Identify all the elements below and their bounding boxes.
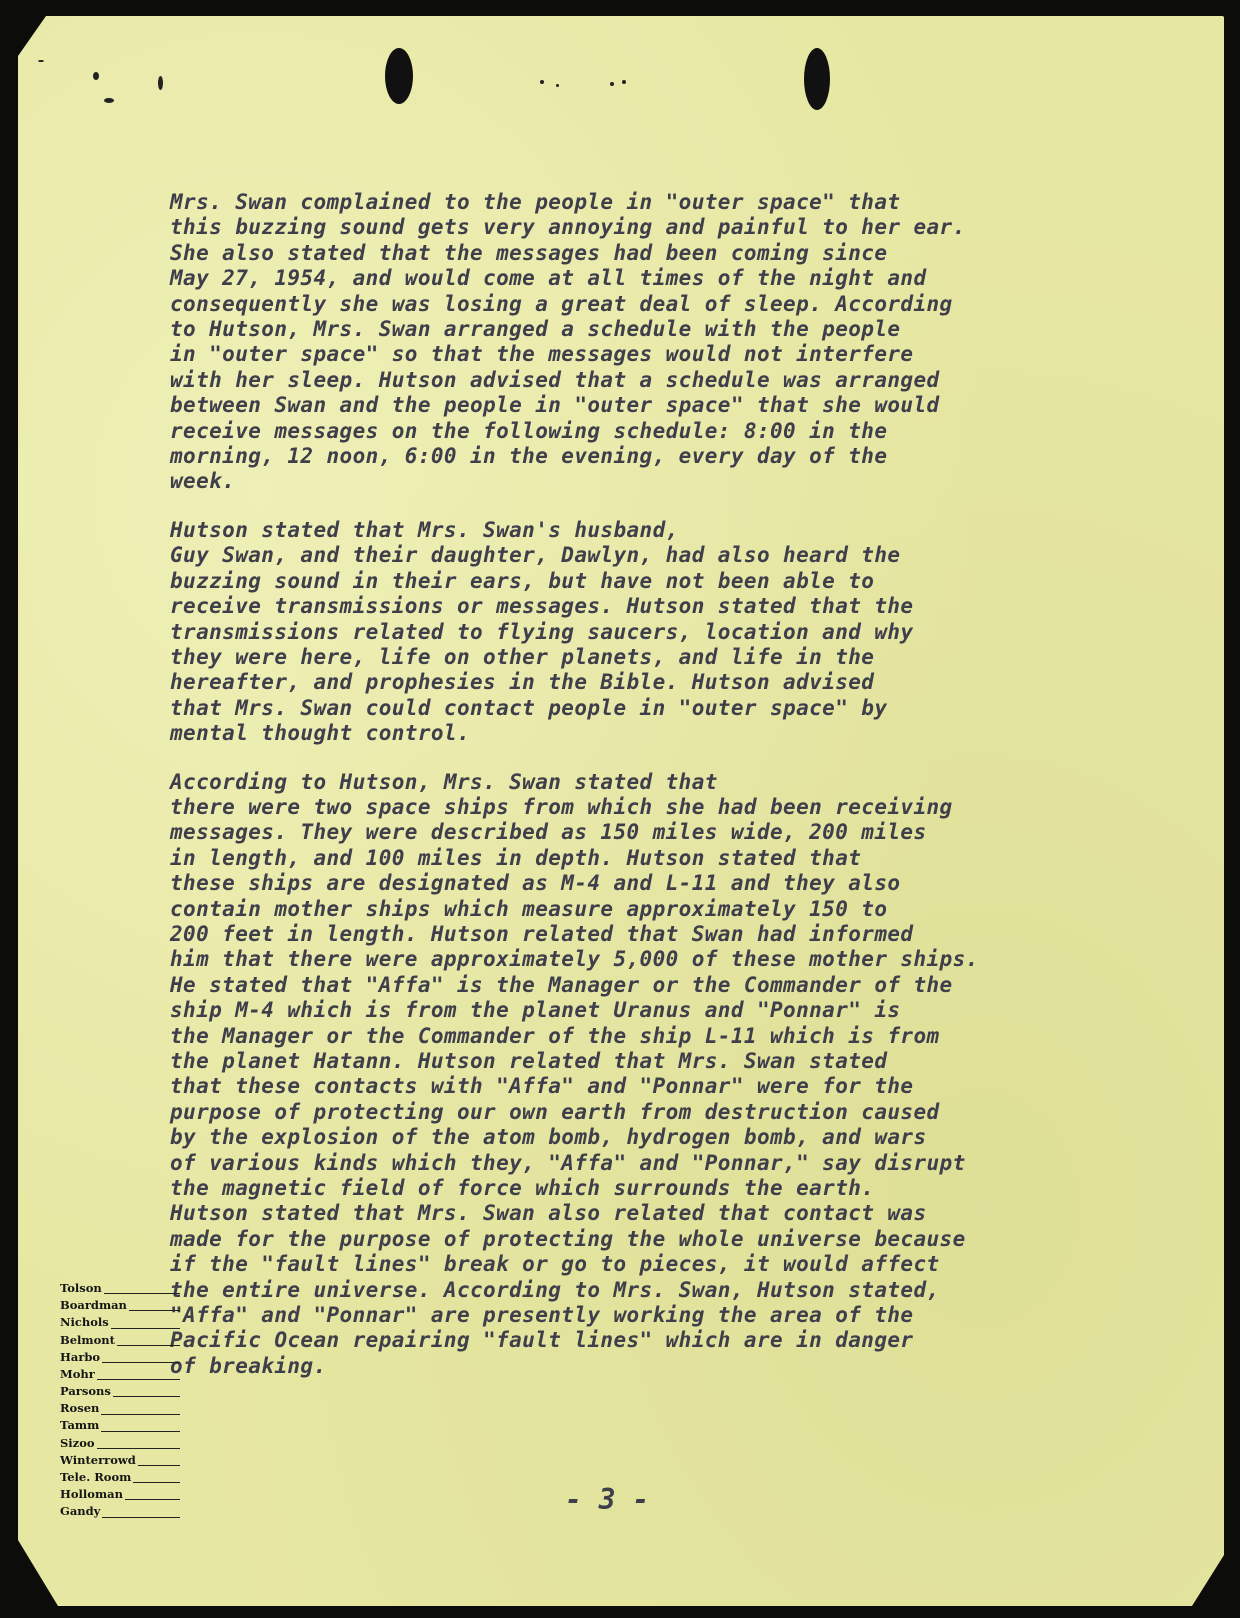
routing-name: Mohr — [60, 1366, 95, 1381]
torn-corner-bottom-right — [1192, 1555, 1224, 1606]
routing-blank-line — [97, 1379, 180, 1380]
routing-row — [60, 1297, 180, 1314]
speck — [38, 60, 44, 62]
routing-row — [60, 1435, 180, 1452]
speck — [622, 80, 626, 84]
routing-row — [60, 1332, 180, 1349]
routing-blank-line — [117, 1345, 180, 1346]
routing-blank-line — [133, 1482, 180, 1483]
routing-blank-line — [125, 1499, 180, 1500]
speck — [158, 76, 163, 90]
speck — [104, 98, 114, 103]
routing-name: Winterrowd — [60, 1452, 136, 1467]
routing-row — [60, 1280, 180, 1297]
routing-blank-line — [102, 1517, 180, 1518]
page-number: - 3 - — [565, 1483, 650, 1516]
paragraph-swan-complaint: Mrs. Swan complained to the people in "outer space" that this buzzing sound gets very annoying and painful to her ear. She also stated that the messages had been coming since May 27, 1954, and would come at all times of the night and consequently she was losing a great deal of sleep. According to Hutson, Mrs. Swan arranged a schedule with the people in "outer space" so that the messages would not interfere with her sleep. Hutson advised that a schedule was arranged between Swan and the people in "outer space" that she would receive messages on the following schedule: 8:00 in the morning, 12 noon, 6:00 in the evening, every day of the week. — [170, 190, 966, 494]
routing-blank-line — [111, 1328, 180, 1329]
routing-name: Tolson — [60, 1280, 102, 1295]
routing-name: Holloman — [60, 1487, 123, 1502]
paragraph-husband-daughter: Hutson stated that Mrs. Swan's husband, Guy Swan, and their daughter, Dawlyn, had also heard the buzzing sound in their ears, but have not been able to receive transmissions or messages. Hutson stated that the transmissions related to flying saucers, location and why they were here, life on other planets, and life in the hereafter, and prophesies in the Bible. Hutson advised that Mrs. Swan could contact people in "outer space" by mental thought control. — [170, 517, 914, 746]
routing-name: Rosen — [60, 1401, 100, 1416]
routing-row — [60, 1486, 180, 1503]
routing-name: Sizoo — [60, 1435, 95, 1450]
routing-row — [60, 1503, 180, 1520]
routing-row — [60, 1314, 180, 1331]
routing-row — [60, 1366, 180, 1383]
routing-blank-line — [138, 1465, 180, 1466]
routing-name: Boardman — [60, 1298, 127, 1313]
routing-blank-line — [101, 1414, 180, 1415]
routing-name: Tamm — [60, 1418, 100, 1433]
memo-body — [170, 190, 1090, 1402]
speck — [93, 72, 99, 80]
routing-blank-line — [97, 1448, 180, 1449]
routing-blank-line — [104, 1293, 180, 1294]
speck — [556, 84, 559, 87]
routing-row — [60, 1349, 180, 1366]
speck — [610, 82, 614, 86]
punch-hole-right — [804, 48, 830, 110]
routing-name: Gandy — [60, 1504, 101, 1519]
speck — [540, 80, 544, 84]
routing-blank-line — [102, 1362, 180, 1363]
routing-row — [60, 1383, 180, 1400]
torn-corner-bottom-left — [18, 1540, 58, 1606]
routing-blank-line — [113, 1396, 180, 1397]
routing-row — [60, 1469, 180, 1486]
routing-name: Nichols — [60, 1315, 109, 1330]
routing-name: Tele. Room — [60, 1470, 132, 1485]
paragraph-space-ships: According to Hutson, Mrs. Swan stated that there were two space ships from which she had been receiving messages. They were described as 150 miles wide, 200 miles in length, and 100 miles in depth. Hutson stated that these ships are designated as M-4 and L-11 and they also contain mother ships which measure approximately 150 to 200 feet in length. Hutson related that Swan had informed him that there were approximately 5,000 of these mother ships. He stated that "Affa" is the Manager or the Commander of the ship M-4 which is from the planet Uranus and "Ponnar" is the Manager or the Commander of the ship L-11 which is from the planet Hatann. Hutson related that Mrs. Swan stated that these contacts with "Affa" and "Ponnar" were for the purpose of protecting our own earth from destruction caused by the explosion of the atom bomb, hydrogen bomb, and wars of various kinds which they, "Affa" and "Ponnar," say disrupt the magnetic field of force which surrounds the earth. Hutson stated that Mrs. Swan also related that contact was made for the purpose of protecting the whole universe because if the "fault lines" break or go to pieces, it would affect the entire universe. According to Mrs. Swan, Hutson stated, "Affa" and "Ponnar" are presently working the area of the Pacific Ocean repairing "fault lines" which are in danger of breaking. — [170, 769, 979, 1378]
torn-corner-top-left — [18, 16, 46, 56]
routing-blank-line — [129, 1310, 180, 1311]
routing-slip — [60, 1280, 180, 1521]
routing-blank-line — [101, 1431, 180, 1432]
routing-name: Parsons — [60, 1384, 111, 1399]
routing-row — [60, 1452, 180, 1469]
routing-row — [60, 1400, 180, 1417]
routing-name: Harbo — [60, 1349, 101, 1364]
routing-row — [60, 1418, 180, 1435]
punch-hole-left — [385, 48, 413, 104]
routing-name: Belmont — [60, 1332, 115, 1347]
